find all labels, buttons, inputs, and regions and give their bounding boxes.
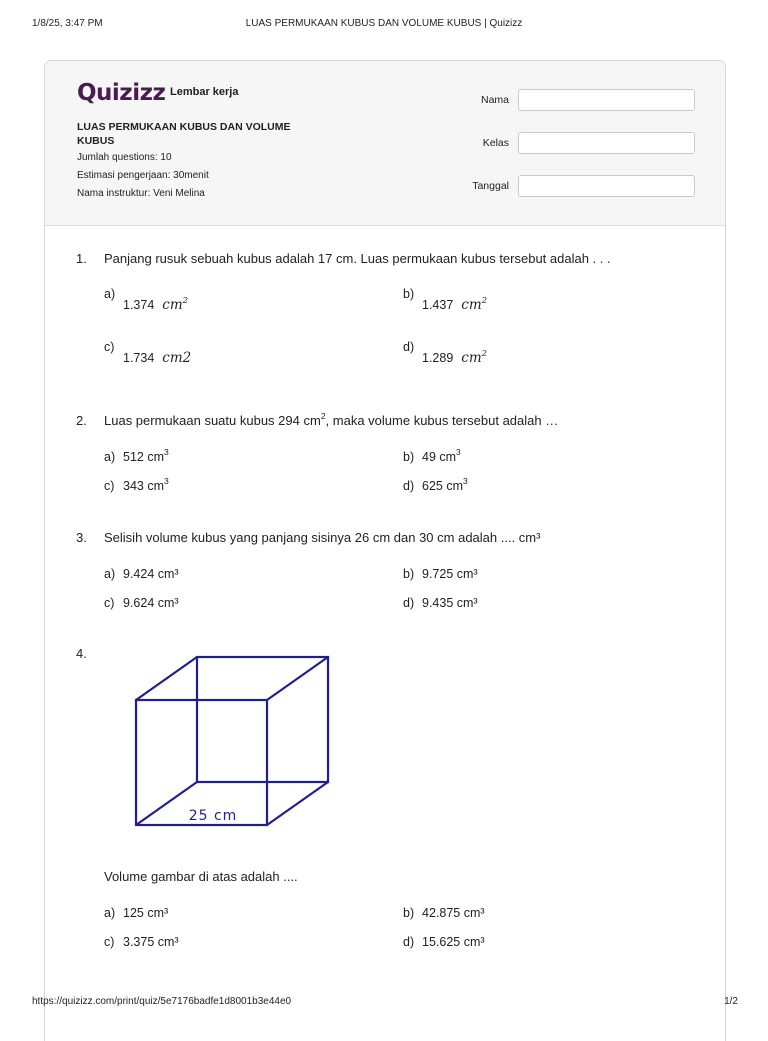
option-value: 512 cm (123, 450, 164, 464)
option-letter: a) (104, 906, 116, 920)
option-value: 9.424 cm³ (123, 567, 179, 581)
option-exponent: 2 (481, 296, 488, 306)
question-text: Panjang rusuk sebuah kubus adalah 17 cm. Luas permukaan kubus tersebut adalah . . . (104, 251, 611, 266)
answer-option (403, 567, 478, 581)
cube-edge (136, 657, 197, 700)
question-text-part: Luas permukaan suatu kubus 294 cm (104, 413, 321, 428)
option-value: 9.725 cm³ (422, 567, 478, 581)
question-exponent: 2 (320, 411, 326, 421)
option-value: 9.624 cm³ (123, 596, 179, 610)
option-value: 625 cm (422, 479, 463, 493)
answer-option (403, 935, 485, 949)
option-letter: a) (104, 287, 116, 301)
answer-option (403, 596, 478, 610)
logo-wordmark: Quizizz (77, 80, 166, 106)
answer-option (104, 567, 179, 581)
question-text (104, 413, 558, 428)
option-letter: b) (403, 906, 415, 920)
cube-front-face (136, 700, 267, 825)
estimated-duration: Estimasi pengerjaan: 30menit (77, 170, 209, 181)
print-page-title: LUAS PERMUKAAN KUBUS DAN VOLUME KUBUS | Quizizz (245, 18, 523, 29)
option-value: 49 cm (422, 450, 457, 464)
option-letter: d) (403, 935, 415, 949)
option-unit: cm (461, 350, 482, 366)
question-number: 4. (76, 646, 87, 661)
name-label: Nama (480, 94, 509, 106)
option-letter: d) (403, 479, 415, 493)
option-letter: b) (403, 567, 415, 581)
option-letter: a) (104, 567, 116, 581)
cube-edges (136, 657, 328, 825)
cube-edge (267, 782, 328, 825)
cube-edge (267, 657, 328, 700)
option-value: 9.435 cm³ (422, 596, 478, 610)
option-value: 42.875 cm³ (422, 906, 485, 920)
option-letter: c) (104, 596, 115, 610)
option-letter: b) (403, 287, 415, 301)
worksheet-title: LUAS PERMUKAAN KUBUS DAN VOLUME KUBUS (77, 121, 291, 147)
option-value: 1.289 (422, 351, 454, 365)
option-letter: d) (403, 596, 415, 610)
option-exponent: 3 (456, 447, 461, 457)
option-letter: b) (403, 450, 415, 464)
answer-option (104, 935, 179, 949)
option-value: 343 cm (123, 479, 164, 493)
name-field[interactable] (518, 89, 695, 111)
cube-edge-label: 25 cm (188, 808, 238, 824)
option-unit: cm (162, 297, 183, 313)
question-text-part: , maka volume kubus tersebut adalah … (325, 413, 559, 428)
answer-option (403, 447, 461, 464)
class-label: Kelas (482, 137, 509, 149)
class-field[interactable] (518, 132, 695, 154)
print-datetime: 1/8/25, 3:47 PM (32, 18, 103, 29)
option-value: 125 cm³ (123, 906, 169, 920)
option-value: 15.625 cm³ (422, 935, 485, 949)
option-exponent: 2 (481, 349, 488, 359)
option-exponent: 3 (463, 476, 468, 486)
option-value: 1.437 (422, 298, 454, 312)
option-letter: d) (403, 340, 415, 354)
answer-option (403, 476, 468, 493)
question-text: Volume gambar di atas adalah .... (104, 869, 298, 884)
answer-option (104, 906, 168, 920)
cube-figure (133, 653, 333, 833)
question-number: 1. (76, 251, 87, 266)
option-letter: c) (104, 479, 115, 493)
answer-option (403, 906, 485, 920)
cube-back-face (197, 657, 328, 782)
option-letter: a) (104, 450, 116, 464)
instructor-name: Nama instruktur: Veni Melina (77, 188, 205, 199)
print-url: https://quizizz.com/print/quiz/5e7176badfe1d8001b3e44e0 (32, 996, 292, 1007)
option-exponent: 3 (164, 476, 169, 486)
date-field[interactable] (518, 175, 695, 197)
option-letter: c) (104, 935, 115, 949)
quizizz-logo (77, 80, 165, 106)
option-value: 1.374 (123, 298, 155, 312)
answer-option (104, 447, 169, 464)
option-exponent: 2 (182, 296, 189, 306)
option-unit: cm (461, 297, 482, 313)
print-page-number: 1/2 (724, 996, 738, 1007)
option-unit: cm2 (162, 350, 192, 366)
answer-option (104, 596, 179, 610)
question-text: Selisih volume kubus yang panjang sisinya 26 cm dan 30 cm adalah .... cm³ (104, 530, 541, 545)
worksheet-card (44, 60, 726, 1041)
option-letter: c) (104, 340, 115, 354)
option-value: 3.375 cm³ (123, 935, 179, 949)
worksheet-header (45, 61, 725, 226)
option-exponent: 3 (164, 447, 169, 457)
option-value: 1.734 (123, 351, 155, 365)
answer-option (104, 476, 169, 493)
questions-count: Jumlah questions: 10 (77, 152, 172, 163)
question-number: 2. (76, 413, 87, 428)
date-label: Tanggal (472, 180, 509, 192)
worksheet-label: Lembar kerja (170, 86, 239, 98)
question-number: 3. (76, 530, 87, 545)
